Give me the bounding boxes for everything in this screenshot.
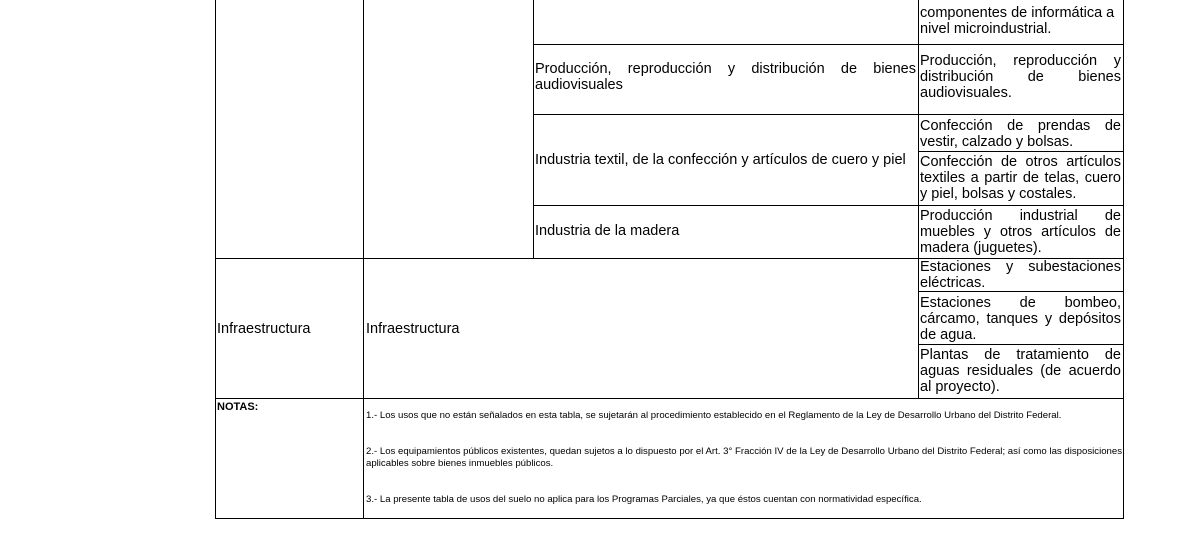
use-estaciones-bombeo xyxy=(920,295,1121,343)
text-line: eléctricas. xyxy=(920,275,986,291)
note-item-2 xyxy=(366,446,1122,470)
column-divider-2 xyxy=(533,0,534,258)
text-line: Producción industrial de xyxy=(920,208,1121,224)
text-line: Plantas de tratamiento de xyxy=(920,347,1121,363)
column-divider-3 xyxy=(918,0,919,398)
use-madera xyxy=(920,208,1121,256)
notes-heading xyxy=(217,401,258,414)
text-line: Estaciones de bombeo, xyxy=(920,295,1121,311)
category-text: Industria de la madera xyxy=(535,223,680,239)
text-line: cárcamo, tanques y depósitos xyxy=(920,311,1121,327)
text-line: al proyecto). xyxy=(920,379,1000,395)
note-item-1 xyxy=(366,410,1122,422)
use-textil-otros xyxy=(920,154,1121,202)
note-text: 3.- La presente tabla de usos del suelo no aplica para los Programas Parciales, ya que éstos cuentan con normatividad específica. xyxy=(366,494,922,505)
use-estaciones-electricas xyxy=(920,259,1121,291)
row-divider xyxy=(215,398,1124,399)
note-text: 1.- Los usos que no están señalados en esta tabla, se sujetarán al procedimiento establecido en el Reglamento de la Ley de Desarrollo Urbano del Distrito Federal. xyxy=(366,410,1062,421)
category-text: Industria textil, de la confección y artículos de cuero y piel xyxy=(535,152,906,168)
note-text: 2.- Los equipamientos públicos existentes, quedan sujetos a lo dispuesto por el Art. 3° Fracción IV de la Ley de Desarrollo Urbano del Distrito Federal; así como las disposiciones aplicables sobre bienes inmuebles públicos. xyxy=(366,446,1122,469)
use-audiovisual xyxy=(920,53,1121,101)
category-audiovisual xyxy=(535,61,916,93)
zone-text: Infraestructura xyxy=(217,321,311,337)
category-textil xyxy=(535,152,906,168)
text-line: Producción, reproducción y xyxy=(920,53,1121,69)
text-line: y piel, bolsas y costales. xyxy=(920,186,1077,202)
text-line: Estaciones y subestaciones xyxy=(920,259,1121,275)
column-divider-1 xyxy=(363,0,364,519)
category-madera xyxy=(535,223,679,239)
row-divider xyxy=(918,344,1124,345)
note-item-3 xyxy=(366,494,1122,506)
table-border-right xyxy=(1123,0,1124,519)
zone-infraestructura xyxy=(217,321,311,337)
text-line: nivel microindustrial. xyxy=(920,21,1052,37)
row-divider xyxy=(533,44,1124,45)
text-line: vestir, calzado y bolsas. xyxy=(920,134,1074,150)
table-border-bottom xyxy=(215,518,1124,519)
text-line: aguas residuales (de acuerdo xyxy=(920,363,1121,379)
use-text-microindustrial xyxy=(920,5,1114,37)
row-divider xyxy=(533,205,1124,206)
text-line: de agua. xyxy=(920,327,977,343)
group-infraestructura xyxy=(366,321,460,337)
category-text: Producción, reproducción y distribución de bienes audiovisuales xyxy=(535,61,916,93)
row-divider xyxy=(918,291,1124,292)
text-line: componentes de informática a xyxy=(920,5,1115,21)
table-border-left xyxy=(215,0,216,519)
text-line: Confección de prendas de xyxy=(920,118,1121,134)
notes-heading-text: NOTAS: xyxy=(217,401,259,413)
text-line: madera (juguetes). xyxy=(920,240,1042,256)
use-plantas-tratamiento xyxy=(920,347,1121,395)
text-line: textiles a partir de telas, cuero xyxy=(920,170,1121,186)
group-text: Infraestructura xyxy=(366,321,460,337)
row-divider xyxy=(533,114,1124,115)
text-line: Confección de otros artículos xyxy=(920,154,1121,170)
row-divider xyxy=(918,151,1124,152)
text-line: muebles y otros artículos de xyxy=(920,224,1121,240)
text-line: audiovisuales. xyxy=(920,85,1012,101)
text-line: distribución de bienes xyxy=(920,69,1121,85)
use-textil-prendas xyxy=(920,118,1121,150)
